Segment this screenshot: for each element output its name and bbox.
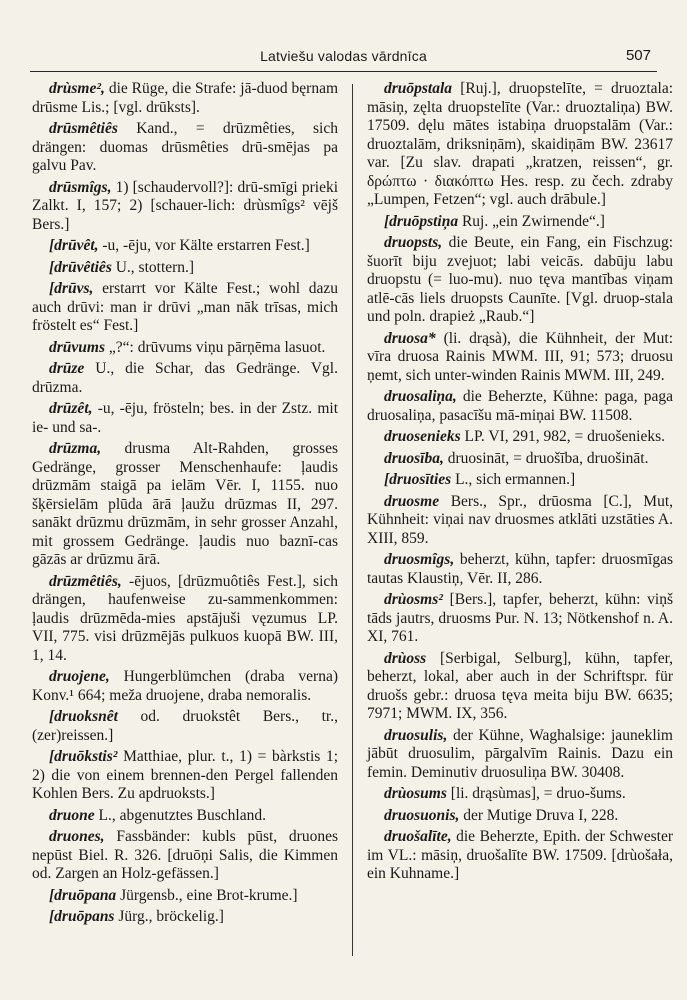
entry-definition: der Kühne, Waghalsige: jauneklim jābūt druosulim, pārgalvīm Rainis. Dazu ein femin. Deminutiv druosuliņa BW. 30408. [367, 726, 673, 781]
entry-definition: Bers., Spr., drūosma [C.], Mut, Kühnheit: viņai nav druosmes atklāti uzstāties A. XIII, 859. [367, 492, 674, 547]
entry-definition: beherzt, kühn, tapfer: druosmīgas tautas Klaustiņ, Vēr. II, 286. [367, 551, 673, 587]
entry-definition: od. druokstêt Bers., tr., (zer)reissen.] [32, 708, 338, 744]
dictionary-entry [367, 828, 673, 884]
entry-definition: druosināt, = druošība, druošināt. [447, 449, 649, 467]
entry-headword: [druōkstis² [49, 748, 118, 765]
page-number: 507 [625, 47, 651, 64]
entry-definition: U., die Schar, das Gedränge. Vgl. drūzma. [32, 360, 338, 396]
entry-definition: LP. VI, 291, 982, = druošenieks. [464, 428, 666, 445]
entry-headword: [drūvêtiês [49, 258, 112, 276]
entry-definition: drusma Alt-Rahden, grosses Gedränge, grosser Menschenhaufe: ļaudis drūzmām staigā pa ielām Vēr. I, 1155. nuo šķērsielām plūda ārā ļaužu drūzmas II, 297. sanākt drūzmu drūzmām, in sehr grosser Anzahl, mit grossem Gedränge. ļaudis nuo baznī-cas gāzās ar drūzmu ārā. [32, 440, 338, 568]
entry-definition: Hungerblümchen (draba verna) Konv.¹ 664; meža druojene, draba nemoralis. [32, 668, 339, 704]
entry-headword: drūzma, [49, 440, 102, 457]
dictionary-entry [32, 259, 338, 278]
entry-headword: druone [49, 806, 95, 824]
entry-headword: [druōpstiņa [384, 212, 459, 230]
dictionary-entry [32, 280, 338, 336]
dictionary-entry [32, 573, 338, 666]
entry-headword: druosība, [384, 449, 444, 467]
dictionary-entry [32, 708, 338, 745]
dictionary-entry [32, 908, 338, 927]
dictionary-entry [367, 80, 673, 210]
entry-headword: drūsmêtiês [49, 120, 118, 137]
dictionary-entry [32, 748, 338, 804]
dictionary-entry [32, 887, 338, 906]
column-divider [352, 84, 353, 956]
dictionary-entry [367, 471, 673, 490]
entry-headword: druosa* [384, 329, 436, 347]
entry-headword: drùosums [384, 785, 447, 802]
dictionary-entry [367, 234, 673, 327]
entry-headword: druosme [384, 492, 440, 510]
dictionary-entry [367, 591, 673, 647]
entry-headword: drūzêt, [49, 400, 93, 417]
entry-definition: -u, -ēju, frösteln; bes. in der Zstz. mit ie- und sa-. [32, 400, 339, 436]
entry-headword: drùosms² [384, 591, 443, 608]
dictionary-entry [367, 213, 673, 232]
entry-definition: [Bers.], tapfer, beherzt, kühn: viņš tāds jautrs, druosms Pur. N. 13; Nötkenshof n. A. XI, 761. [367, 591, 673, 645]
entry-headword: drūsmîgs, [49, 178, 112, 196]
entry-headword: druones, [49, 828, 105, 845]
entry-definition: Fassbänder: kubls pūst, druones nepūst Biel. R. 326. [druōņi Salis, die Kimmen od. Zargen an Holz-gefässen.] [32, 828, 339, 882]
dictionary-entry [367, 330, 673, 386]
entry-headword: [druōpana [49, 886, 117, 904]
entry-headword: druopsts, [384, 234, 443, 251]
dictionary-entry [32, 668, 338, 705]
entry-headword: [druosīties [384, 471, 452, 488]
dictionary-entry [32, 400, 338, 437]
running-header [0, 48, 687, 68]
entry-definition: die Beute, ein Fang, ein Fischzug: šuorīt biju zvejuot; labi veicās. dabūju labu druopstu (= luo-mu). nuo tęva mantības viņam atlē-cās liels druopsts Caunīte. [Vgl. druop-stala und poln. drapież „Raub.“] [367, 234, 673, 325]
dictionary-entry [32, 440, 338, 570]
entry-definition: Jürgensb., eine Brot-krume.] [120, 886, 298, 904]
entry-definition: -u, -ēju, vor Kälte erstarren Fest.] [102, 237, 310, 254]
entry-headword: drūvums [49, 338, 105, 356]
entry-headword: [druōpans [49, 908, 115, 925]
entry-definition: Matthiae, plur. t., 1) = bàrkstis 1; 2) die von einem brennen-den Pergel fallenden Kohlen Bers. Zu apdruoksts.] [32, 748, 339, 802]
dictionary-entry [367, 551, 673, 588]
entry-definition: Jürg., bröckelig.] [118, 908, 224, 925]
dictionary-entry [367, 807, 673, 826]
entry-definition: die Rüge, die Strafe: jā-duod bęrnam drūsme Lis.; [vgl. drūksts]. [32, 80, 339, 116]
dictionary-entry [367, 727, 673, 783]
entry-definition: L., abgenutztes Buschland. [98, 806, 266, 824]
entry-definition: die Beherzte, Kühne: paga, paga druosaliņa, pasacīšu mā-miņai BW. 11508. [367, 388, 673, 424]
entry-headword: drùsme², [49, 80, 105, 97]
dictionary-entry [32, 339, 338, 358]
entry-headword: drùoss [384, 649, 427, 667]
entry-definition: die Beherzte, Epith. der Schwester im VL.: māsiņ, druošalīte BW. 17509. [drùošała, ein Kuhname.] [367, 828, 673, 882]
entry-definition: Kand., = drūzmêties, sich drängen: duomas drūsmêties drū-smējas pa galvu Pav. [32, 120, 338, 174]
entry-definition: Ruj. „ein Zwirnende“.] [461, 212, 605, 230]
header-title: Latviešu valodas vārdnīca [260, 48, 427, 64]
entry-definition: 1) [schaudervoll?]: drū-smīgi prieki Zalkt. I, 157; 2) [schauer-lich: drùsmîgs² vējš Bers.] [32, 178, 339, 233]
right-column [367, 80, 673, 990]
entry-definition: (li. drąsà), die Kühnheit, der Mut: vīra druosa Rainis MWM. III, 91; 573; druosu ņemt, sich unter-winden Rainis MWM. III, 249. [367, 329, 674, 384]
dictionary-entry [32, 360, 338, 397]
dictionary-entry [32, 179, 338, 235]
dictionary-entry [367, 450, 673, 469]
entry-headword: druosuonis, [384, 806, 460, 824]
entry-definition: [Ruj.], druopstelīte, = druoztala: māsiņ, zęlta druopstelīte (Var.: druoztaliņa) BW. 17509. dęlu mātes istabiņa druopstalām (Var.: druoztalām, driksniņām), skaidiņām BW. 23617 var. [Zu slav. drapati „kratzen, reissen“, gr. δρώπτω · διακόπτω Hes. resp. zu čech. zdraby „Lumpen, Fetzen“; vgl. auch drābule.] [367, 80, 674, 208]
entry-headword: druosaliņa, [384, 388, 457, 405]
entry-headword: druojene, [49, 668, 110, 685]
entry-headword: druošalīte, [384, 828, 452, 845]
entry-headword: druosmîgs, [384, 551, 455, 568]
entry-headword: druōpstala [384, 80, 453, 97]
entry-headword: druosulis, [384, 726, 448, 744]
left-column [32, 80, 338, 990]
entry-headword: druosenieks [384, 428, 461, 445]
entry-definition: -ējuos, [drūzmuôtiês Fest.], sich drängen, haufenweise zu-sammenkommen: ļaudis drūzmēda-mies apstājuši vęzumus LP. VII, 775. visi drūzmējās pulkuos kuopā BW. III, 1, 14. [32, 572, 339, 664]
dictionary-entry [367, 388, 673, 425]
header-rule [30, 71, 657, 72]
entry-definition: der Mutige Druva I, 228. [463, 806, 619, 824]
dictionary-entry [32, 237, 338, 256]
entry-headword: drūze [49, 360, 85, 377]
entry-definition: U., stottern.] [115, 258, 195, 276]
dictionary-entry [32, 807, 338, 826]
entry-headword: [druoksnêt [49, 708, 118, 725]
dictionary-entry [367, 493, 673, 549]
entry-definition: [Serbigal, Selburg], kühn, tapfer, beherzt, lokal, aber auch in der Schriftspr. für druošs gebr.: druosa tęva meita biju BW. 6635; 7971; MWM. IX, 356. [367, 649, 674, 722]
dictionary-entry [367, 785, 673, 804]
dictionary-entry [367, 428, 673, 447]
entry-definition: [li. drąsùmas], = druo-šums. [450, 785, 626, 802]
entry-definition: erstarrt vor Kälte Fest.; wohl dazu auch drūvi: man ir drūvi „man nāk trīsas, mich fröstelt es“ Fest.] [32, 280, 339, 334]
entry-headword: [drūvêt, [49, 237, 99, 254]
two-column-body [32, 80, 674, 990]
entry-headword: [drūvs, [49, 280, 94, 297]
entry-definition: L., sich ermannen.] [455, 471, 576, 488]
dictionary-entry [32, 828, 338, 884]
entry-definition: „?“: drūvums viņu pārņēma lasuot. [108, 338, 326, 356]
dictionary-entry [32, 120, 338, 176]
dictionary-entry [32, 80, 338, 117]
dictionary-entry [367, 650, 673, 724]
entry-headword: drūzmêtiês, [49, 572, 122, 590]
